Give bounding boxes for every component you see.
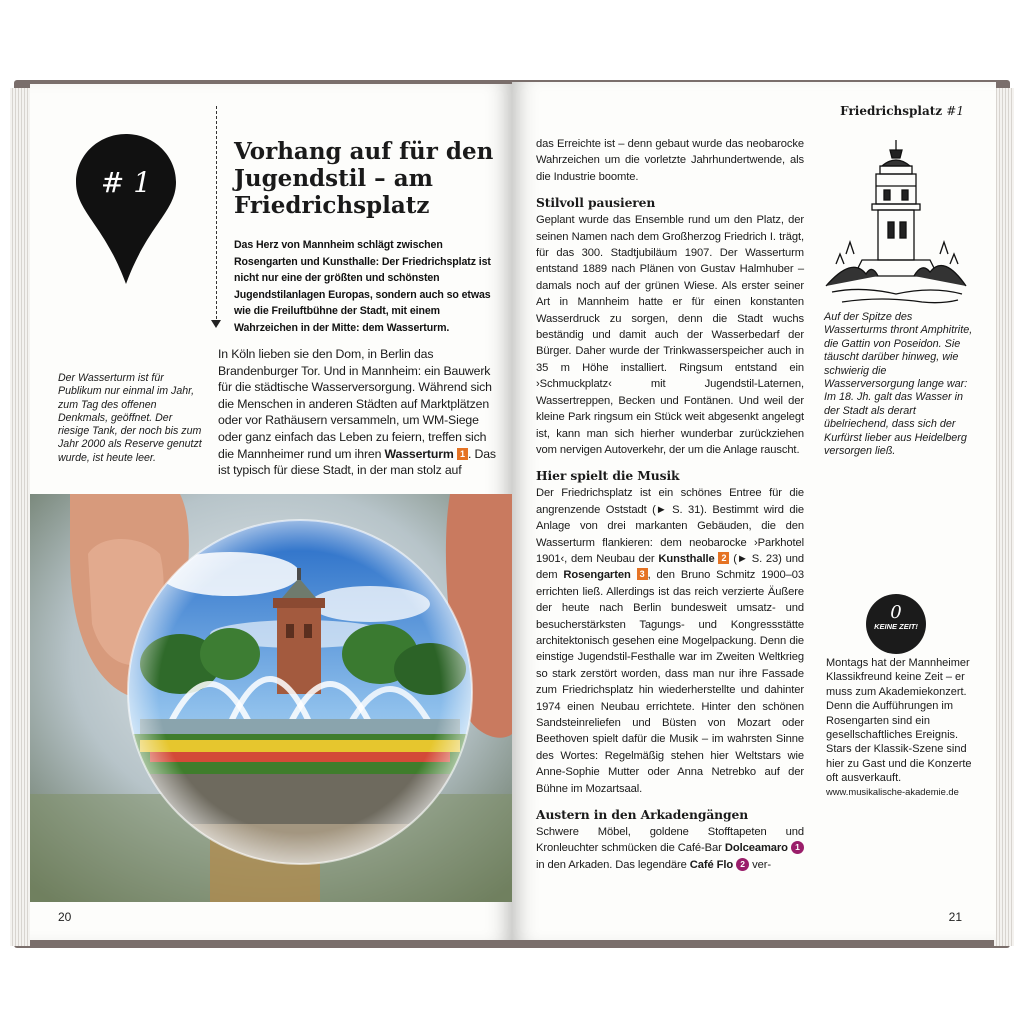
akademie-link[interactable]: www.musikalische-akademie.de bbox=[826, 785, 959, 797]
paragraph-stilvoll: Geplant wurde das Ensemble rund um den Platz, der seinen Namen nach dem Großherzog Friedrich I. trägt, für das 300. Stadtjubiläum 1907. Der Wasserturm entstand 1889 nach Plänen von Gustav Halmhuber – damals noch auf der grünen Wiese. Als erster seiner Art in Mannheim hatte er für einen konstanten Wasserdruck zu sorgen, denn die Stadt wuchs beständig und damit auch der Wasserbedarf der Bürger. Daher wurde der Trinkwasserspeicher auch in 35 m Höhe installiert. Ringsum entstand ein ›Schmuckplatz‹ mit Jugendstil-Laternen, Wassertreppen, Becken und Fontänen. Und weil der kleine Park ringsum ein Stück weit abgesenkt angelegt ist, kann man sich hierher wunderbar zurückziehen vom nervigen Autoverkehr, der um die Anlage rauscht. bbox=[536, 214, 804, 456]
page-edges-left bbox=[10, 88, 30, 946]
cafe-marker-badge: 2 bbox=[736, 858, 749, 871]
keine-zeit-paragraph: Montags hat der Mannheimer Klassikfreund keine Zeit – er muss zum Akademiekonzert. Denn die Aufführungen im Rosengarten sind ein gesellschaftliches Ereignis. Stars der Klassik-Szene sind hier zu Gast und die Konzerte oft ausverkauft. bbox=[826, 657, 972, 785]
paragraph-austern: Schwere Möbel, goldene Stofftapeten und Kronleuchter schmücken die Café-Bar Dolceamaro 1 in den Arkaden. Das legendäre Café Flo 2 ver- bbox=[536, 826, 804, 871]
page-edges-right bbox=[994, 88, 1014, 946]
map-marker-badge: 3 bbox=[637, 568, 648, 580]
body-text-right bbox=[536, 136, 804, 873]
paragraph-musik: Der Friedrichsplatz ist ein schönes Entree für die angrenzende Oststadt (► S. 31). Bestimmt wird die Anlage von drei markanten Gebäuden, die den Wasserturm flankieren: dem neobarocke ›Parkhotel 1901‹, dem Neubau der Kunsthalle 2 (► S. 23) und dem Rosengarten 3 , den Bruno Schmitz 1900–03 errichten ließ. Allerdings ist das reich verzierte Äußere der heute nach Berlin bundesweit umsatz- und besucherstärksten Tagungs- und Kongressstätte architektonisch gesehen eine Mogelpackung. Denn die einstige Jugendstil-Festhalle war im Zweiten Weltkrieg so stark zerstört worden, dass man nur ihre Fassade zum Friedrichsplatz hin wiederherstellte und dahinter 1974 einen Neubau errichtete. Hinter den schönen Sandsteinreliefen und Büsten von Mozart oder Beethoven spielt dafür die Musik – im wahrsten Sinne des Wortes: Regelmäßig stehen hier Weltstars wie Anne-Sophie Mutter oder Anna Netrebko auf der Bühne im Mozartsaal. bbox=[536, 487, 804, 795]
running-head: Friedrichsplatz #1 bbox=[840, 104, 964, 118]
right-page bbox=[512, 82, 996, 940]
location-pin-icon bbox=[76, 134, 176, 284]
dotted-guide-line bbox=[216, 106, 217, 324]
glass-sphere-photo bbox=[30, 494, 512, 902]
cafe-marker-badge: 1 bbox=[791, 841, 804, 854]
zeit-number: 0 bbox=[890, 602, 902, 623]
intro-paragraph: das Erreichte ist – denn gebaut wurde das neobarocke Wahrzeichen um die vorletzte Jahrhundertwende, als die Industrie boomte. bbox=[536, 138, 804, 183]
keine-zeit-badge bbox=[866, 594, 926, 654]
page-number-left: 20 bbox=[58, 910, 72, 924]
pin-label: # 1 bbox=[100, 166, 152, 199]
sketch-caption: Auf der Spitze des Wasserturms thront Amphitrite, die Gattin von Poseidon. Sie täuscht darüber hinweg, wie schwierig die Wasserversorgung lange war: Im 18. Jh. galt das Wasser in der Stadt als derart übelriechend, dass sich der Kurfürst lieber aus Heidelberg versorgen ließ. bbox=[824, 311, 973, 458]
page-number-right: 21 bbox=[948, 910, 962, 924]
subheading-austern: Austern in den Arkadengängen bbox=[536, 807, 749, 823]
arrow-down-icon bbox=[211, 320, 221, 328]
keine-zeit-text bbox=[826, 656, 976, 798]
water-tower-sketch bbox=[822, 136, 970, 308]
map-marker-badge: 1 bbox=[457, 448, 468, 460]
chapter-headline: Vorhang auf für den Jugendstil – am Friedrichsplatz bbox=[234, 138, 494, 219]
photo-caption-left: Der Wasserturm ist für Publikum nur einmal im Jahr, zum Tag des offenen Denkmals, geöffnet. Der riesige Tank, der noch bis zum Jahr 2000 als Reserve genutzt wurde, ist heute leer. bbox=[58, 372, 202, 464]
map-marker-badge: 2 bbox=[718, 552, 729, 564]
subheading-musik: Hier spielt die Musik bbox=[536, 468, 680, 484]
body-text-left: In Köln lieben sie den Dom, in Berlin das Brandenburger Tor. Und in Mannheim: ein Bauwerk für die städtische Wasserversorgung. Während sich die Menschen in anderen Städten auf Marktplätzen oder vor Rathäusern versammeln, um WM-Siege oder ganz einfach das Leben zu feiern, treffen sich die Mannheimer rund um ihren Wasserturm 1 . Das ist typisch für diese Stadt, in der man stolz auf bbox=[218, 347, 496, 478]
left-page bbox=[30, 84, 512, 940]
lead-paragraph: Das Herz von Mannheim schlägt zwischen Rosengarten und Kunsthalle: Der Friedrichsplatz ist nicht nur eine der größten und schönsten Jugendstilanlagen Europas, sondern auch so etwas wie die Freiluftbühne der Stadt, mit einem Wahrzeichen in der Mitte: dem Wasserturm. bbox=[234, 239, 491, 334]
zeit-label: KEINE ZEIT! bbox=[874, 622, 918, 631]
subheading-stilvoll: Stilvoll pausieren bbox=[536, 195, 656, 211]
